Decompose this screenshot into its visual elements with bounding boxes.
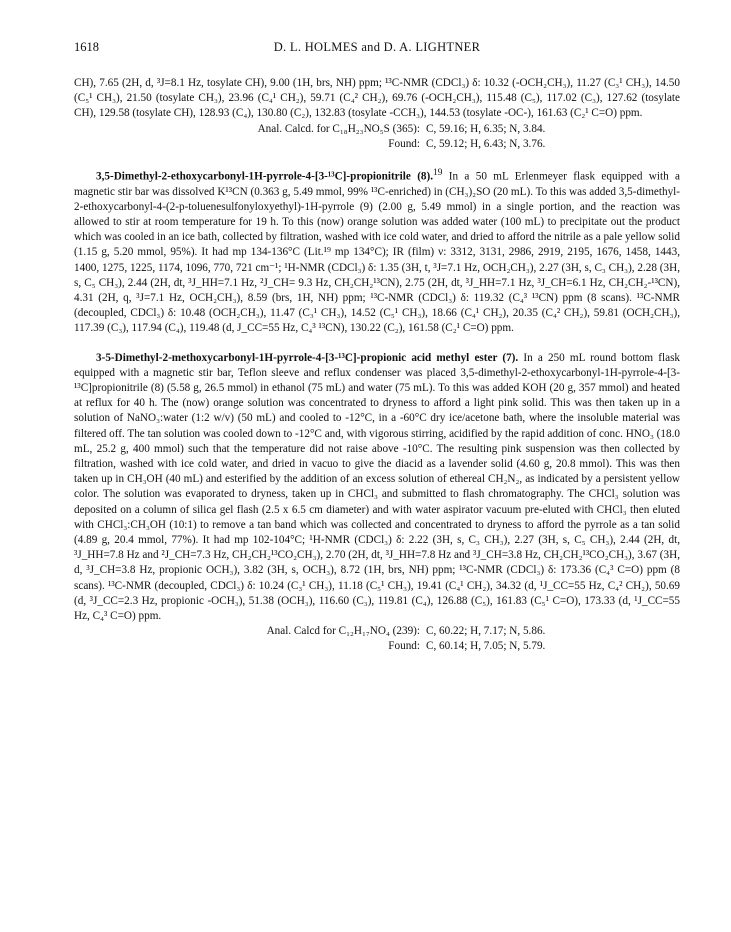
analysis-calcd-label: Anal. Calcd. for C₁₈H₂₃NO₅S (365): <box>257 122 420 135</box>
continued-nmr-text: CH), 7.65 (2H, d, ³J=8.1 Hz, tosylate CH), 9.00 (1H, brs, NH) ppm; ¹³C-NMR (CDCl₃) δ: 10.32 (-OCH₂CH₃), 11.27 (C₃¹ CH₃), 14.50 (C₅¹ CH₃), 21.50 (tosylate CH₃), 23.96 (C₄¹ CH₂), 59.71 (C₄² CH₂), 69.76 (-OCH₂CH₃), 115.48 (C₅), 117.02 (C₃), 127.62 (tosylate CH), 129.58 (tosylate CH), 128.93 (C₄), 130.80 (C₂), 132.83 (tosylate -CCH₃), 144.53 (tosylate -OC-), 161.63 (C₂¹ C=O) ppm. <box>74 77 680 120</box>
analysis-found-label: Found: <box>388 640 420 653</box>
compound-7-body: In a 250 mL round bottom flask equipped with a magnetic stir bar, Teflon sleeve and reflux condenser was placed 3,5-dimethyl-2-ethoxycarbonyl-1H-pyrrole-4-[3-¹³C]propionitrile (8) (5.58 g, 26.5 mmol) in ethanol (75 mL) and water (75 mL). To this was added KOH (20 g, 357 mmol) and heated at reflux for 40 h. The (now) orange solution was concentrated to dryness to afford a light pink solid. This was then taken up in a solution of NaNO₃:water (1:2 w/v) (50 mL) and cooled to -12°C, in a -60°C dry ice/acetone bath, where the insoluble material was filtered off. The tan solution was cooled down to -12°C and, with vigorous stirring, acidified by the rapid addition of conc. HNO₃ (18.0 mL, 25.2 g, 400 mmol) such that the temperature did not raise above -10°C. The resulting pink suspension was then collected by filtration, washed with ice cold water, and dried in vacuo to give the diacid as a lavender solid (4.60 g, 20.8 mmol). This was then taken up in CH₃OH (40 mL) and esterified by the addition of an excess solution of ethereal CH₂N₂, as indicated by a persistent yellow color. The solution was evaporated to dryness, taken up in CHCl₃ and submitted to flash chromatography. The CHCl₃ solution was deposited on a column of silica gel flash (2.5 x 6.5 cm diameter) and with water aspirator vacuum pre-eluted with CHCl₃ then eluted with CHCl₃:CH₃OH (10:1) to remove a tan band which was collected and concentrated to dryness to afford the pyrrole as a tan solid (4.89 g, 20.4 mmol, 77%). It had mp 102-104°C; ¹H-NMR (CDCl₃) δ: 2.22 (3H, s, C₃ CH₃), 2.27 (3H, s, C₅ CH₃), 2.44 (2H, dt, ³J_HH=7.8 Hz and ²J_CH=7.3 Hz, CH₂CH₂¹³CO₂CH₃), 2.70 (2H, dt, ³J_HH=7.8 Hz and ³J_CH=3.8 Hz, CH₂CH₂¹³CO₂CH₃), 3.67 (3H, d, ³J_CH=3.8 Hz, propionic OCH₃), 3.82 (3H, s, OCH₃), 8.72 (1H, brs, NH) ppm; ¹³C-NMR (CDCl₃) δ: 173.36 (C₄³ C=O) ppm (8 scans). ¹³C-NMR (decoupled, CDCl₃) δ: 10.24 (C₃¹ CH₃), 11.18 (C₅¹ CH₃), 19.41 (C₄¹ CH₂), 34.32 (d, ¹J_CC=55 Hz, C₄² CH₂), 50.69 (d, ³J_CC=2.3 Hz, propionic -OCH₃), 51.38 (OCH₃), 116.60 (C₃), 119.81 (C₄), 126.88 (C₅), 161.83 (C₅¹ C=O), 173.33 (d, ¹J_CC=55 Hz, C₄³ C=O) ppm. <box>74 351 681 623</box>
running-head <box>74 40 680 60</box>
compound-7-heading: 3-5-Dimethyl-2-methoxycarbonyl-1H-pyrrole-4-[3-¹³C]-propionic acid methyl ester (7). <box>96 351 519 364</box>
compound-7-entry <box>74 351 680 655</box>
compound-8-reference: 19 <box>433 167 443 178</box>
page-number: 1618 <box>74 40 99 54</box>
compound-8-heading: 3,5-Dimethyl-2-ethoxycarbonyl-1H-pyrrole-4-[3-¹³C]-propionitrile (8). <box>96 170 434 183</box>
running-head-authors: D. L. HOLMES and D. A. LIGHTNER <box>273 40 481 54</box>
analysis-found-values: C, 60.14; H, 7.05; N, 5.79. <box>426 640 546 653</box>
elemental-analysis-tosylate <box>74 122 680 152</box>
analysis-calcd-values: C, 59.16; H, 6.35; N, 3.84. <box>426 122 546 135</box>
continued-characterization <box>74 76 680 152</box>
journal-page <box>74 40 680 654</box>
compound-8-paragraph <box>74 166 680 337</box>
analysis-found-values: C, 59.12; H, 6.43; N, 3.76. <box>426 137 546 150</box>
compound-8-body: In a 50 mL Erlenmeyer flask equipped with a magnetic stir bar was dissolved K¹³CN (0.363 g, 5.49 mmol, 99% ¹³C-enriched) in (CH₃)₂SO (20 mL). To this was added 3,5-dimethyl-2-ethoxycarbonyl-4-(2-p-toluenesulfonyloxyethyl)-1H-pyrrole (9) (2.00 g, 5.49 mmol) in a single portion, and the reaction was allowed to stir at room temperature for 19 h. To this (now) orange solution was added water (100 mL) to precipitate out the product which was cooled in an ice bath, collected by filtration, washed with ice cold water, and dried to afford the nitrile as a pale yellow solid (1.15 g, 5.20 mmol, 95%). It had mp 134-136°C (Lit.¹⁹ mp 134°C); IR (film) ν: 3312, 3131, 2986, 2919, 2195, 1676, 1458, 1443, 1400, 1275, 1225, 1174, 1096, 770, 721 cm⁻¹; ¹H-NMR (CDCl₃) δ: 1.35 (3H, t, ³J=7.1 Hz, OCH₂CH₃), 2.27 (3H, s, C₃ CH₃), 2.28 (3H, s, C₅ CH₃), 2.44 (2H, dt, ³J_HH=7.1 Hz, ²J_CH= 9.3 Hz, CH₂CH₂¹³CN), 2.75 (2H, dt, ³J_HH=7.1 Hz, ³J_CH=6.1 Hz, CH₂CH₂-¹³CN), 4.31 (2H, q, ³J=7.1 Hz, OCH₂CH₃), 8.59 (brs, 1H, NH) ppm; ¹³C-NMR (CDCl₃) δ: 119.32 (C₄³ ¹³CN) ppm (8 scans). ¹³C-NMR (decoupled, CDCl₃) δ: 10.48 (OCH₂CH₃), 11.47 (C₃¹ CH₃), 14.52 (C₅¹ CH₃), 18.66 (C₄¹ CH₂), 20.35 (C₄² CH₂), 59.81 (OCH₂CH₃), 117.39 (C₃), 117.94 (C₄), 119.48 (d, J_CC=55 Hz, C₄³ ¹³CN), 130.22 (C₂), 161.58 (C₂¹ C=O) ppm. <box>74 170 681 335</box>
elemental-analysis-compound-7 <box>74 624 680 654</box>
compound-7-paragraph <box>74 351 680 625</box>
analysis-calcd-label: Anal. Calcd for C₁₂H₁₇NO₄ (239): <box>266 625 420 638</box>
compound-8-entry <box>74 166 680 337</box>
analysis-found-label: Found: <box>388 137 420 150</box>
analysis-calcd-values: C, 60.22; H, 7.17; N, 5.86. <box>426 625 546 638</box>
